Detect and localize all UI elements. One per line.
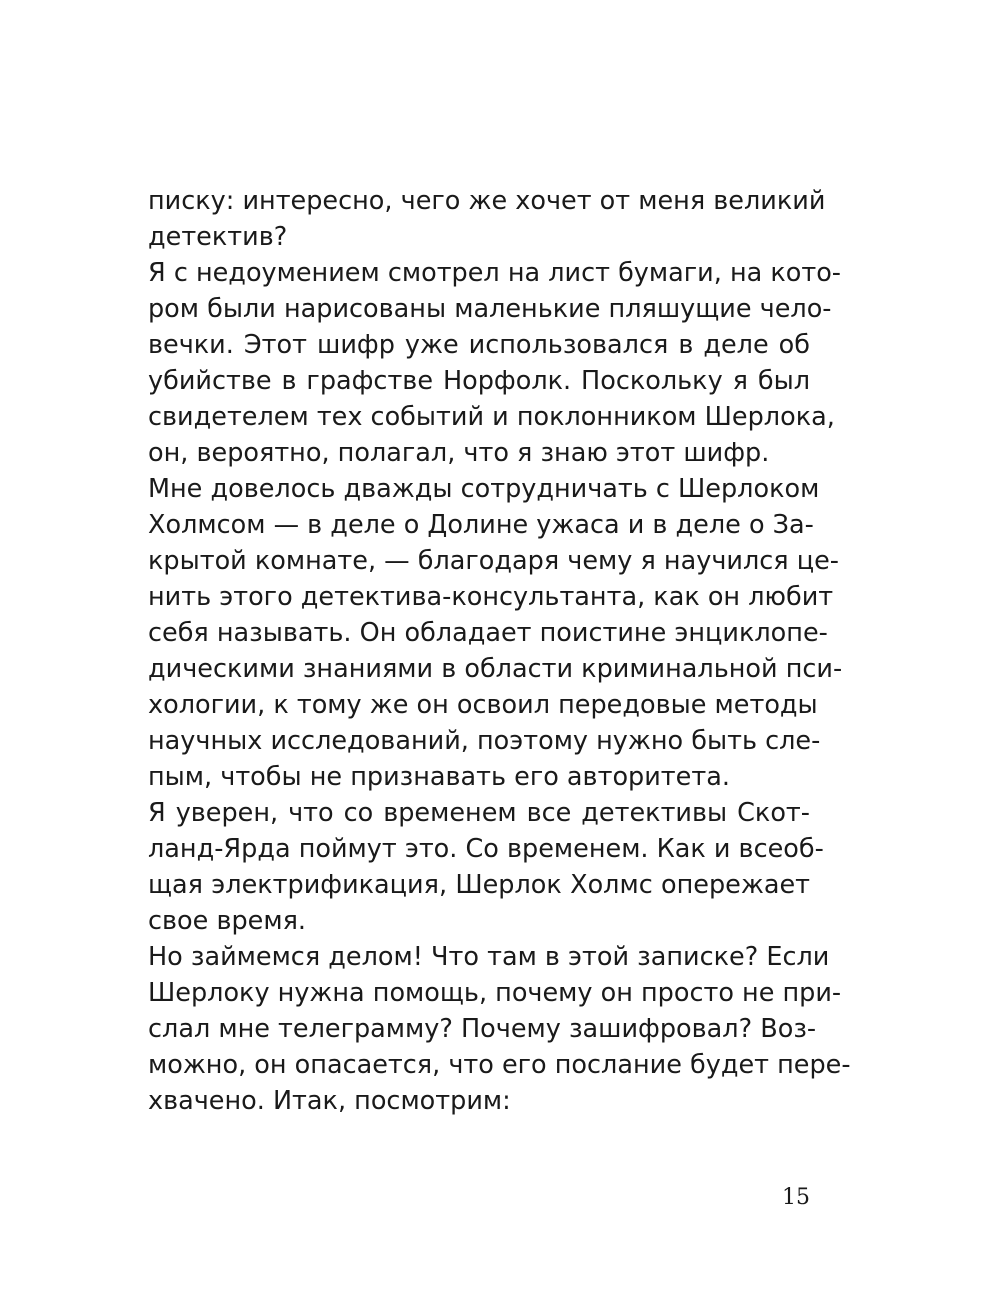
text-line: крытой комнате, — благодаря чему я научился це- bbox=[148, 546, 839, 576]
paragraph-5 bbox=[148, 939, 851, 1119]
paragraph-4 bbox=[148, 795, 824, 939]
text-line: ром были нарисованы маленькие пляшущие чело- bbox=[148, 294, 832, 324]
text-line: себя называть. Он обладает поистине энциклопе- bbox=[148, 618, 828, 648]
paragraph-2 bbox=[148, 255, 842, 471]
text-line: Я уверен, что со временем все детективы Скот- bbox=[148, 798, 810, 828]
text-line: свое время. bbox=[148, 906, 307, 936]
text-line: дическими знаниями в области криминальной пси- bbox=[148, 654, 843, 684]
paragraph-3 bbox=[148, 471, 843, 795]
text-line: щая электрификация, Шерлок Холмс опережает bbox=[148, 870, 810, 900]
text-line: ланд-Ярда поймут это. Со временем. Как и всеоб- bbox=[148, 834, 824, 864]
body-text bbox=[148, 183, 851, 1119]
text-line: убийстве в графстве Норфолк. Поскольку я был bbox=[148, 366, 810, 396]
text-line: он, вероятно, полагал, что я знаю этот шифр. bbox=[148, 438, 770, 468]
text-line: научных исследований, поэтому нужно быть сле- bbox=[148, 726, 821, 756]
text-line: Но займемся делом! Что там в этой записке? Если bbox=[148, 942, 830, 972]
text-line: Я с недоумением смотрел на лист бумаги, на кото- bbox=[148, 258, 842, 288]
text-line: вечки. Этот шифр уже использовался в деле об bbox=[148, 330, 810, 360]
text-line: нить этого детектива-консультанта, как он любит bbox=[148, 582, 834, 612]
text-line: свидетелем тех событий и поклонником Шерлока, bbox=[148, 402, 835, 432]
text-line: хвачено. Итак, посмотрим: bbox=[148, 1086, 511, 1116]
text-line: можно, он опасается, что его послание будет пере- bbox=[148, 1050, 851, 1080]
text-line: пым, чтобы не признавать его авторитета. bbox=[148, 762, 730, 792]
text-line: Шерлоку нужна помощь, почему он просто не при- bbox=[148, 978, 842, 1008]
text-line: детектив? bbox=[148, 222, 288, 252]
text-line: слал мне телеграмму? Почему зашифровал? Воз- bbox=[148, 1014, 817, 1044]
text-line: Мне довелось дважды сотрудничать с Шерлоком bbox=[148, 474, 820, 504]
text-line: хологии, к тому же он освоил передовые методы bbox=[148, 690, 818, 720]
paragraph-1 bbox=[148, 183, 826, 255]
text-line: писку: интересно, чего же хочет от меня великий bbox=[148, 186, 826, 216]
page-number: 15 bbox=[782, 1185, 810, 1210]
text-line: Холмсом — в деле о Долине ужаса и в деле о За- bbox=[148, 510, 814, 540]
